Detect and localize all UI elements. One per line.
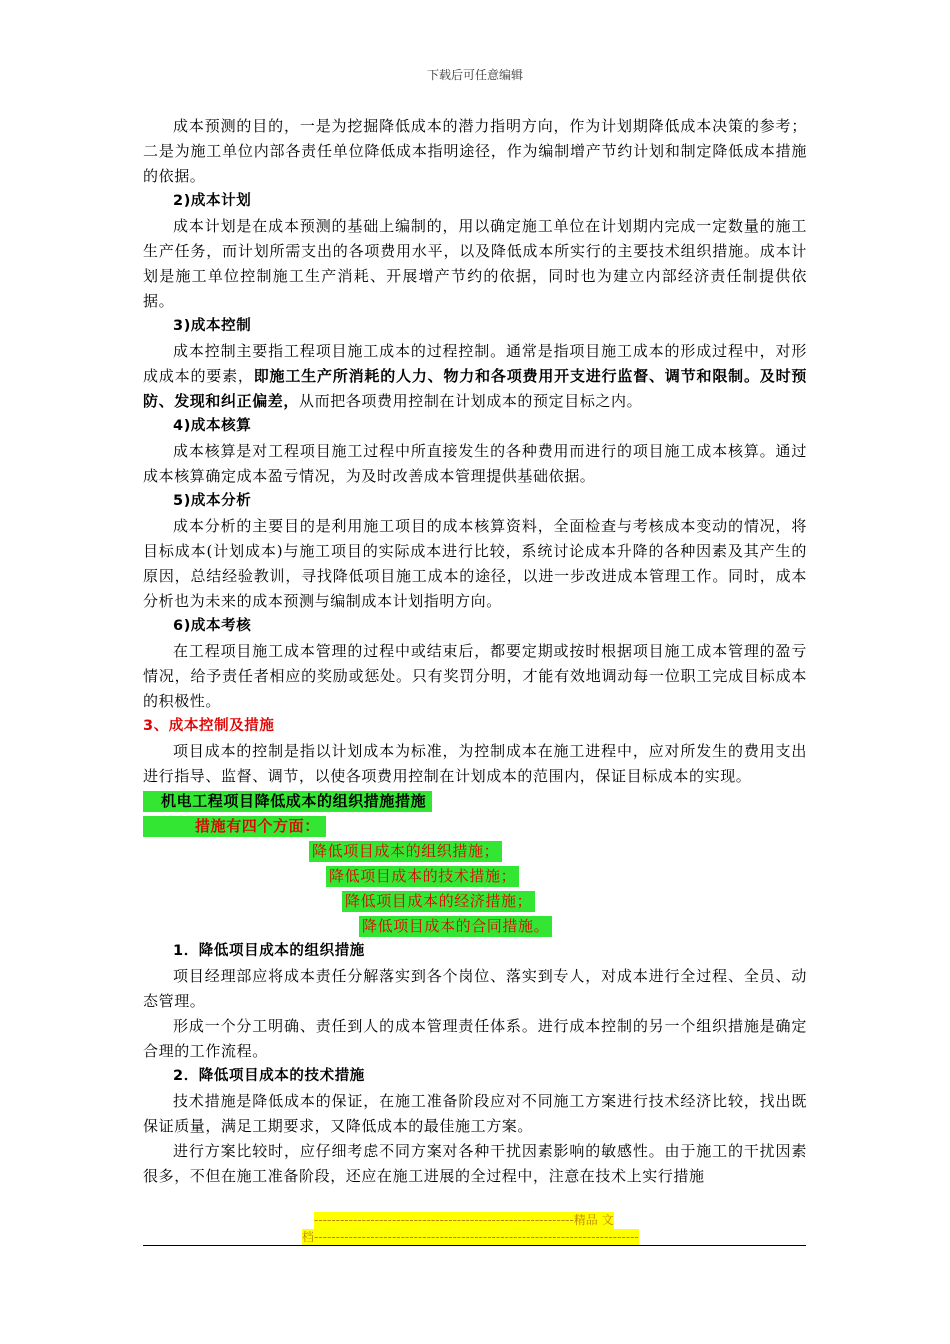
section-heading: 4)成本核算 [173,418,252,434]
highlight-item: 降低项目成本的经济措施； [342,891,535,912]
highlight-item: 降低项目成本的合同措施。 [359,916,552,937]
footer-note-line: ------------------------------------------------------------精品 文 [314,1213,614,1227]
footer-divider [143,1245,806,1246]
paragraph: 成本计划是在成本预测的基础上编制的，用以确定施工单位在计划期内完成一定数量的施工生产任务，而计划所需支出的各项费用水平，以及降低成本所实行的主要技术组织措施。成本计划是施工单位控制施工生产消耗、开展增产节约的依据，同时也为建立内部经济责任制提供依据。 [143,217,807,310]
section-heading: 1．降低项目成本的组织措施 [173,943,365,959]
highlight-line [143,789,807,814]
paragraph: 技术措施是降低成本的保证，在施工准备阶段应对不同施工方案进行技术经济比较，找出既保证质量，满足工期要求，又降低成本的最佳施工方案。 [143,1092,807,1135]
page-header: 下载后可任意编辑 [426,68,523,82]
paragraph: 进行方案比较时，应仔细考虑不同方案对各种干扰因素影响的敏感性。由于施工的干扰因素很多，不但在施工准备阶段，还应在施工进展的全过程中，注意在技术上实行措施 [143,1142,807,1185]
paragraph: 成本核算是对工程项目施工过程中所直接发生的各种费用而进行的项目施工成本核算。通过成本核算确定成本盈亏情况，为及时改善成本管理提供基础依据。 [143,442,807,485]
section-heading: 5)成本分析 [173,493,252,509]
highlight-line [143,839,807,864]
highlight-subtitle: 措施有四个方面： [143,816,326,837]
paragraph: 成本分析的主要目的是利用施工项目的成本核算资料，全面检查与考核成本变动的情况，将目标成本(计划成本)与施工项目的实际成本进行比较，系统讨论成本升降的各种因素及其产生的原因，总结经验教训，寻找降低项目施工成本的途径，以进一步改进成本管理工作。同时，成本分析也为未来的成本预测与编制成本计划指明方向。 [143,517,807,610]
bold-text: 即施工生产所消耗的人力、物力和各项费用开支进行监督、调节和限制。及时预防、发现和纠正偏差， [143,367,807,410]
highlight-line [143,914,807,939]
highlight-item: 降低项目成本的技术措施； [326,866,519,887]
footer-note-line: 档--------------------------------------------------------------------------- [302,1230,639,1244]
highlight-title: 机电工程项目降低成本的组织措施措施 [143,791,432,812]
paragraph: 成本预测的目的，一是为挖掘降低成本的潜力指明方向，作为计划期降低成本决策的参考；二是为施工单位内部各责任单位降低成本指明途径，作为编制增产节约计划和制定降低成本措施的依据。 [143,117,807,185]
highlight-line [143,864,807,889]
chapter-heading: 3、成本控制及措施 [143,718,275,734]
highlight-item: 降低项目成本的组织措施； [309,841,502,862]
section-heading: 6)成本考核 [173,618,252,634]
section-heading: 2．降低项目成本的技术措施 [173,1068,365,1084]
section-heading: 2)成本计划 [173,193,252,209]
highlight-line [143,889,807,914]
paragraph: 在工程项目施工成本管理的过程中或结束后，都要定期或按时根据项目施工成本管理的盈亏情况，给予责任者相应的奖励或惩处。只有奖罚分明，才能有效地调动每一位职工完成目标成本的积极性。 [143,642,807,710]
section-heading: 3)成本控制 [173,318,252,334]
highlight-line [143,814,807,839]
paragraph-text: 成本控制主要指工程项目施工成本的过程控制。通常是指项目施工成本的形成过程中，对形成成本的要素， [143,342,807,385]
paragraph: 项目成本的控制是指以计划成本为标准，为控制成本在施工进程中，应对所发生的费用支出进行指导、监督、调节，以使各项费用控制在计划成本的范围内，保证目标成本的实现。 [143,742,807,785]
paragraph: 形成一个分工明确、责任到人的成本管理责任体系。进行成本控制的另一个组织措施是确定合理的工作流程。 [143,1017,807,1060]
paragraph-text: 从而把各项费用控制在计划成本的预定目标之内。 [299,392,643,410]
paragraph: 项目经理部应将成本责任分解落实到各个岗位、落实到专人，对成本进行全过程、全员、动态管理。 [143,967,807,1010]
document-body [143,114,807,1189]
paragraph [143,339,807,414]
